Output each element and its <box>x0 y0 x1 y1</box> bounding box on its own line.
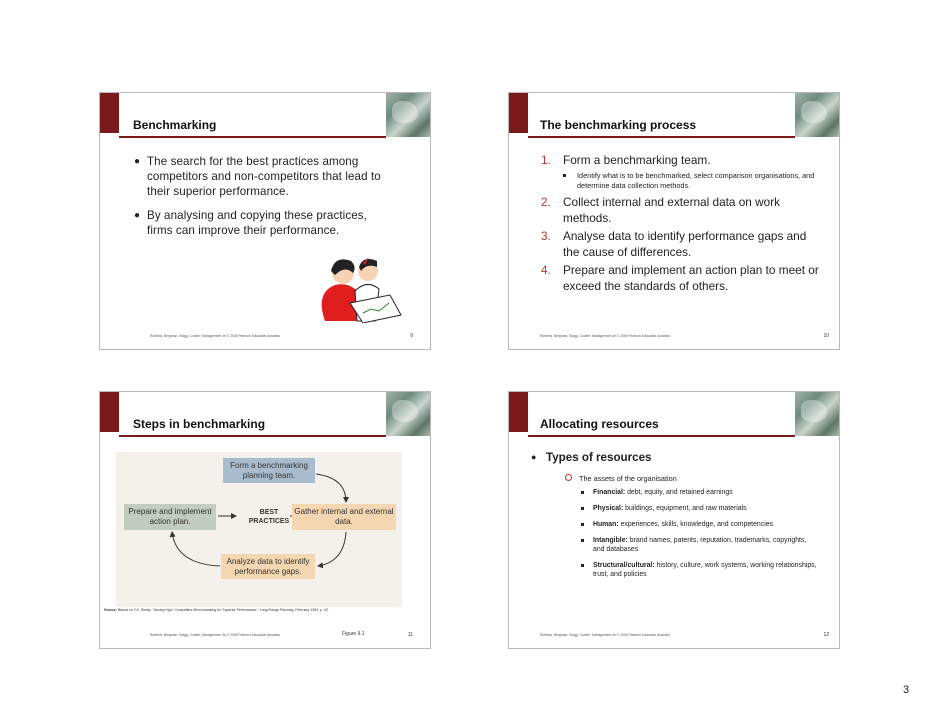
resource-item: Human: experiences, skills, knowledge, and competencies <box>593 521 818 530</box>
header-photo <box>795 93 839 137</box>
square-bullet-icon <box>563 174 566 177</box>
step-item: 2. Collect internal and external data on work methods. <box>541 195 781 225</box>
square-bullet-icon <box>581 507 584 510</box>
level2-bullet: The assets of the organisation <box>579 474 677 483</box>
slide-title: The benchmarking process <box>540 118 697 132</box>
step-sub-point: Identify what is to be benchmarked, select comparison organisations, and determine data collection methods. <box>563 171 823 191</box>
square-bullet-icon <box>581 523 584 526</box>
diagram-box-form-team: Form a benchmarking planning team. <box>223 458 315 483</box>
slide-accent-bar <box>100 93 119 133</box>
benchmarking-cycle-diagram <box>116 452 402 607</box>
bullet-item: ● The search for the best practices among competitors and non-competitors that lead to their superior performance. <box>134 155 381 198</box>
slide-title-bar <box>119 114 386 138</box>
diagram-box-prepare-plan: Prepare and implement action plan. <box>124 504 216 530</box>
ring-bullet-icon <box>565 474 572 481</box>
page-number: 3 <box>903 684 910 696</box>
slide-benchmarking-process <box>508 92 840 350</box>
slide-footer: Robbins, Bergman, Stagg, Coulter: Management 4e © 2006 Pearson Education Australia <box>540 633 670 637</box>
diagram-center-label: BEST PRACTICES <box>248 509 290 525</box>
square-bullet-icon <box>581 539 584 542</box>
slide-title-bar <box>528 114 795 138</box>
diagram-box-gather-data: Gather internal and external data. <box>292 504 396 530</box>
level1-bullet: ● Types of resources <box>531 451 652 464</box>
bullet-dot-icon: ● <box>134 210 141 221</box>
slide-title: Benchmarking <box>133 118 217 132</box>
square-bullet-icon <box>581 564 584 567</box>
resource-item: Physical: buildings, equipment, and raw materials <box>593 505 818 514</box>
slide-accent-bar <box>509 93 528 133</box>
resource-item: Intangible: brand names, patents, reputation, trademarks, copyrights, and databases <box>593 537 818 554</box>
slide-number: 12 <box>823 632 829 638</box>
slide-footer: Robbins, Bergman, Stagg, Coulter: Management 4e © 2006 Pearson Education Australia <box>540 334 670 338</box>
figure-source: Source: Based on Y.K. Shetty, "Aiming High: Competitive Benchmarking for Superior Performance," Long Range Planning, February 1993, p. 42. <box>104 608 329 612</box>
slide-number: 10 <box>823 333 829 339</box>
header-photo <box>795 392 839 436</box>
header-photo <box>386 93 430 137</box>
figure-label: Figure 9.1 <box>342 631 365 637</box>
slide-number: 11 <box>407 632 413 638</box>
slide-footer: Robbins, Bergman, Stagg, Coulter: Management 4e © 2006 Pearson Education Australia <box>150 633 280 637</box>
slide-number: 9 <box>410 333 413 339</box>
slide-accent-bar <box>100 392 119 432</box>
people-clipart-icon <box>305 243 405 323</box>
square-bullet-icon <box>581 491 584 494</box>
step-item: 3. Analyse data to identify performance gaps and the cause of differences. <box>541 229 807 259</box>
slide-benchmarking <box>99 92 431 350</box>
resource-item: Structural/cultural: history, culture, work systems, working relationships, trust, and policies <box>593 562 818 579</box>
slide-footer: Robbins, Bergman, Stagg, Coulter: Management 4e © 2006 Pearson Education Australia <box>150 334 280 338</box>
bullet-dot-icon: ● <box>134 156 141 167</box>
header-photo <box>386 392 430 436</box>
step-item: 4. Prepare and implement an action plan to meet or exceed the standards of others. <box>541 263 819 293</box>
slide-title: Steps in benchmarking <box>133 417 266 431</box>
slide-title-bar <box>528 413 795 437</box>
step-item: 1. Form a benchmarking team. <box>541 153 711 167</box>
slide-allocating-resources <box>508 391 840 649</box>
bullet-dot-icon: ● <box>531 452 537 462</box>
slide-steps-in-benchmarking <box>99 391 431 649</box>
slide-accent-bar <box>509 392 528 432</box>
bullet-item: ● By analysing and copying these practices, firms can improve their performance. <box>134 209 367 237</box>
resource-item: Financial: debt, equity, and retained earnings <box>593 489 818 498</box>
slide-title: Allocating resources <box>540 417 659 431</box>
diagram-box-analyze-data: Analyze data to identify performance gaps. <box>221 554 315 579</box>
slide-title-bar <box>119 413 386 437</box>
